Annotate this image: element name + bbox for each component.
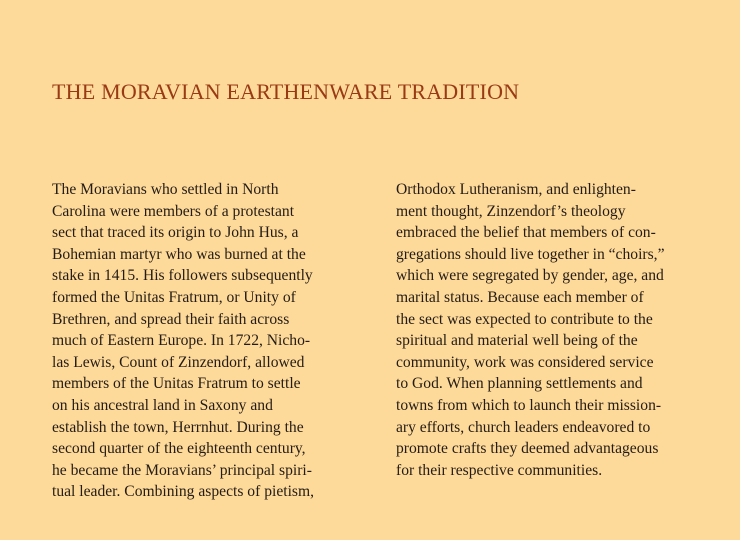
- text-line: Orthodox Lutheranism, and enlighten-: [396, 181, 636, 198]
- text-line: The Moravians who settled in North: [52, 181, 279, 198]
- text-line: community, work was considered service: [396, 353, 654, 371]
- text-line: embraced the belief that members of con-: [396, 224, 656, 242]
- text-line: tual leader. Combining aspects of pietism,: [52, 483, 315, 501]
- body-text-column-left: [52, 179, 362, 503]
- text-line: spiritual and material well being of the: [396, 332, 638, 350]
- text-line: establish the town, Herrnhut. During the: [52, 418, 304, 436]
- text-line: marital status. Because each member of: [396, 288, 644, 306]
- text-line: promote crafts they deemed advantageous: [396, 440, 659, 458]
- text-line: Bohemian martyr who was burned at the: [52, 245, 306, 263]
- text-line: towns from which to launch their mission-: [396, 396, 662, 414]
- text-line: formed the Unitas Fratrum, or Unity of: [52, 288, 296, 306]
- text-line: he became the Moravians’ principal spiri-: [52, 461, 312, 479]
- text-line: Brethren, and spread their faith across: [52, 310, 290, 328]
- text-line: members of the Unitas Fratrum to settle: [52, 375, 301, 393]
- page-title: THE MORAVIAN EARTHENWARE TRADITION: [52, 79, 520, 104]
- text-line: much of Eastern Europe. In 1722, Nicho-: [52, 332, 311, 350]
- text-line: on his ancestral land in Saxony and: [52, 396, 273, 414]
- text-line: ary efforts, church leaders endeavored to: [396, 418, 651, 436]
- body-text-column-right: [396, 179, 696, 481]
- text-line: las Lewis, Count of Zinzendorf, allowed: [52, 353, 305, 371]
- text-line: gregations should live together in “choirs,”: [396, 245, 665, 263]
- text-line: Carolina were members of a protestant: [52, 202, 295, 220]
- text-line: second quarter of the eighteenth century,: [52, 440, 306, 458]
- text-line: sect that traced its origin to John Hus, a: [52, 224, 299, 242]
- text-line: the sect was expected to contribute to the: [396, 310, 653, 328]
- text-line: ment thought, Zinzendorf’s theology: [396, 202, 626, 220]
- text-line: to God. When planning settlements and: [396, 375, 643, 393]
- text-line: for their respective communities.: [396, 461, 603, 479]
- text-line: stake in 1415. His followers subsequently: [52, 267, 313, 285]
- text-line: which were segregated by gender, age, and: [396, 267, 664, 285]
